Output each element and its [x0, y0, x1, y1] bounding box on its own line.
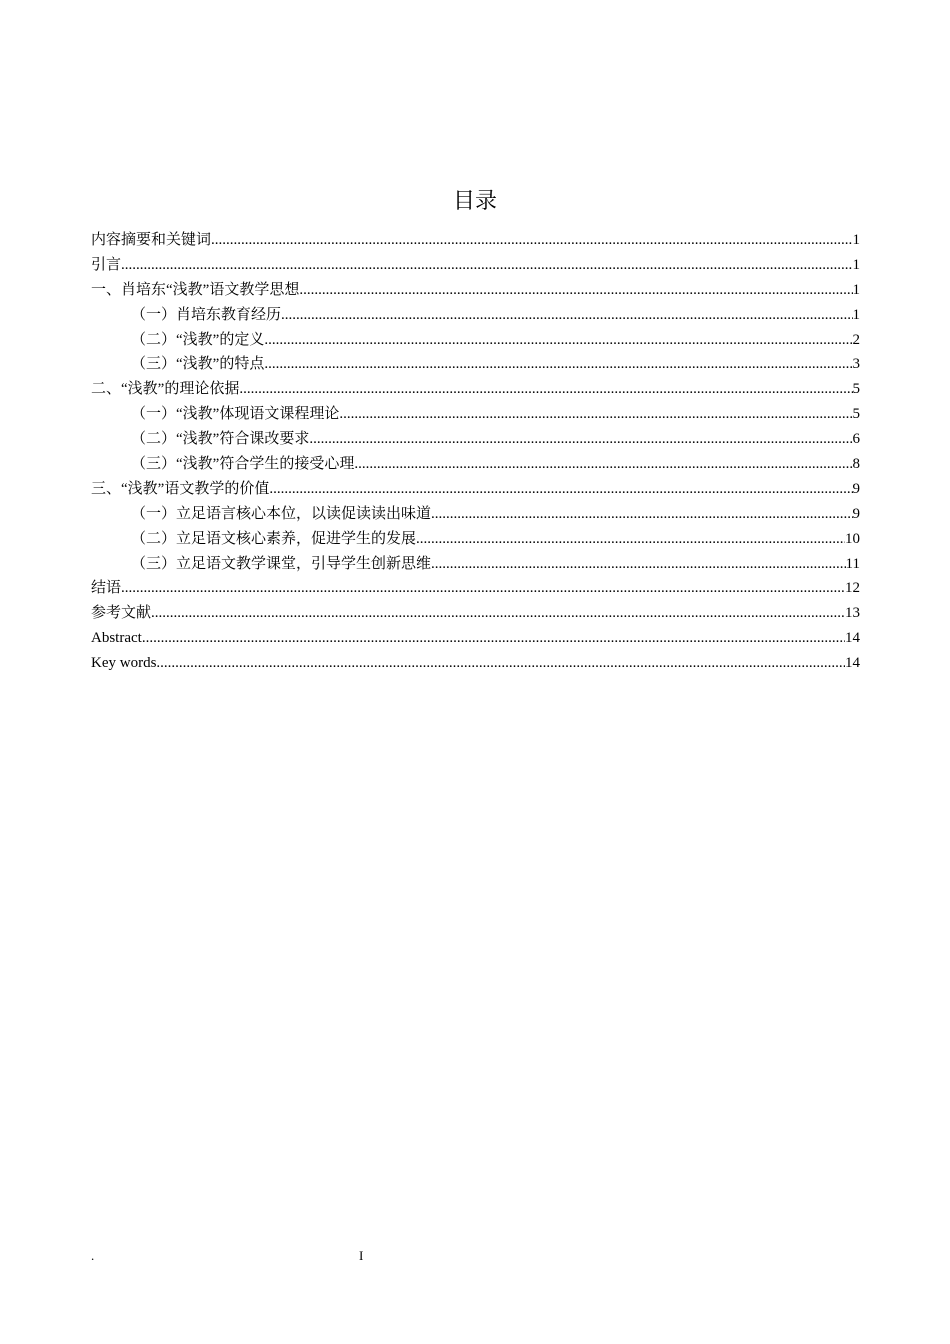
- toc-entry-section-1-3[interactable]: [91, 352, 860, 377]
- toc-entry-label: 内容摘要和关键词: [91, 232, 212, 248]
- toc-dot-leader: [281, 303, 852, 328]
- toc-dot-leader: [269, 477, 852, 502]
- toc-entry-page: 12: [845, 580, 860, 597]
- toc-entry-page: 3: [852, 356, 860, 373]
- toc-entry-label: Key words: [91, 655, 157, 672]
- toc-entry-label: （三）立足语文教学课堂，引导学生创新思维: [131, 555, 432, 572]
- toc-entry-introduction[interactable]: [91, 253, 860, 278]
- toc-dot-leader: [354, 452, 852, 477]
- toc-entry-section-1-2[interactable]: [91, 328, 860, 353]
- toc-entry-label: （二）“浅教”符合课改要求: [131, 431, 310, 448]
- toc-entry-page: 14: [845, 630, 860, 647]
- toc-dot-leader: [299, 278, 852, 303]
- toc-entry-references[interactable]: [91, 601, 860, 626]
- toc-entry-label: 二、“浅教”的理论依据: [91, 381, 240, 398]
- toc-dot-leader: [431, 502, 852, 527]
- toc-entry-section-1-1[interactable]: [91, 303, 860, 328]
- toc-entry-page: 9: [852, 505, 860, 522]
- toc-entry-chapter-1[interactable]: [91, 278, 860, 303]
- toc-entry-label: Abstract: [91, 630, 142, 647]
- toc-entry-page: 1: [852, 256, 860, 273]
- toc-entry-key-words[interactable]: [91, 651, 860, 676]
- toc-dot-leader: [121, 576, 845, 601]
- toc-entry-page: 2: [852, 331, 860, 348]
- toc-entry-label: （三）“浅教”的特点: [131, 356, 265, 373]
- toc-entry-label: 参考文献: [91, 605, 152, 622]
- toc-entry-label: 结语: [91, 580, 122, 597]
- toc-entry-page: 1: [852, 306, 860, 323]
- toc-dot-leader: [151, 601, 845, 626]
- toc-dot-leader: [156, 651, 845, 676]
- toc-dot-leader: [431, 552, 846, 577]
- toc-entry-label: 一、肖培东“浅教”语文教学思想: [91, 281, 300, 298]
- toc-title: 目录: [452, 189, 497, 214]
- toc-dot-leader: [339, 402, 852, 427]
- toc-entry-abstract-keywords[interactable]: [91, 228, 860, 253]
- toc-entry-page: 5: [852, 381, 860, 398]
- toc-entry-page: 1: [852, 232, 860, 248]
- toc-entry-section-3-1[interactable]: [91, 502, 860, 527]
- toc-dot-leader: [211, 228, 852, 253]
- toc-entry-page: 13: [845, 605, 860, 622]
- toc-entry-label: （一）“浅教”体现语文课程理论: [131, 406, 340, 423]
- toc-entry-page: 6: [852, 431, 860, 448]
- toc-dot-leader: [309, 427, 852, 452]
- toc-entry-page: 10: [845, 530, 860, 547]
- toc-entry-page: 14: [845, 655, 860, 672]
- toc-entry-chapter-3[interactable]: [91, 477, 860, 502]
- toc-entry-page: 11: [845, 555, 860, 572]
- toc-dot-leader: [264, 328, 852, 353]
- toc-dot-leader: [239, 377, 852, 402]
- toc-entry-label: （一）立足语言核心本位，以读促读读出味道: [131, 505, 432, 522]
- footer-mark: .: [91, 1248, 95, 1263]
- toc-entry-page: 5: [852, 406, 860, 423]
- toc-dot-leader: [142, 626, 845, 651]
- toc-dot-leader: [264, 352, 852, 377]
- toc-entry-section-2-2[interactable]: [91, 427, 860, 452]
- toc-entry-label: （二）“浅教”的定义: [131, 331, 265, 348]
- toc-dot-leader: [416, 527, 845, 552]
- toc-entry-label: （三）“浅教”符合学生的接受心理: [131, 456, 355, 473]
- toc-entry-english-abstract[interactable]: [91, 626, 860, 651]
- toc-entry-page: 9: [852, 480, 860, 497]
- toc-entry-page: 8: [852, 456, 860, 473]
- toc-entry-conclusion[interactable]: [91, 576, 860, 601]
- toc-entry-label: 三、“浅教”语文教学的价值: [91, 480, 270, 497]
- toc-entry-label: （二）立足语文核心素养，促进学生的发展: [131, 530, 417, 547]
- toc-entry-page: 1: [852, 281, 860, 298]
- toc-entry-section-3-2[interactable]: [91, 527, 860, 552]
- toc-entry-label: （一）肖培东教育经历: [131, 306, 282, 323]
- toc-dot-leader: [121, 253, 852, 278]
- toc-entry-section-2-3[interactable]: [91, 452, 860, 477]
- toc-entry-label: 引言: [91, 256, 122, 273]
- toc-entry-chapter-2[interactable]: [91, 377, 860, 402]
- toc-entry-section-2-1[interactable]: [91, 402, 860, 427]
- table-of-contents: [91, 228, 860, 676]
- footer-page-number: I: [359, 1248, 364, 1263]
- toc-entry-section-3-3[interactable]: [91, 552, 860, 577]
